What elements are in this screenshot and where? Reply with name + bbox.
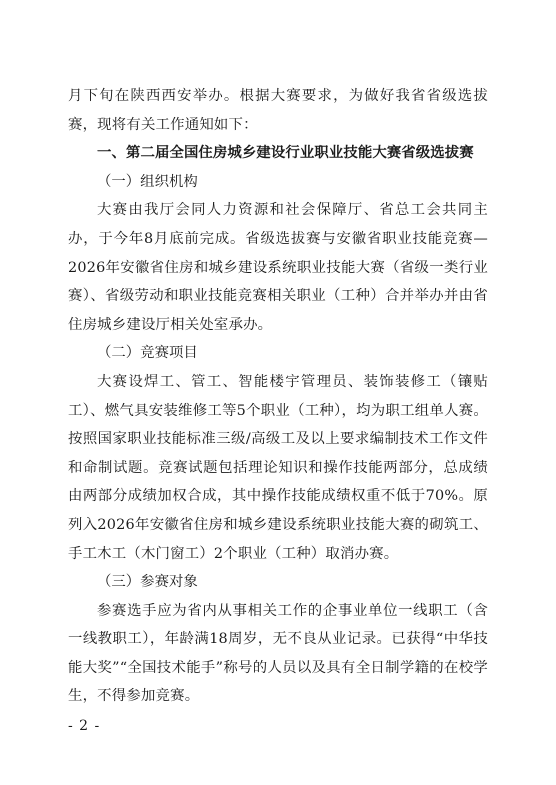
- page-number: - 2 -: [68, 718, 101, 734]
- intro-paragraph: 月下旬在陕西西安举办。根据大赛要求，为做好我省省级选拔赛，现将有关工作通知如下：: [68, 88, 488, 133]
- section-heading-1: 一、第二届全国住房城乡建设行业职业技能大赛省级选拔赛: [97, 145, 474, 162]
- paragraph-participants: 参赛选手应为省内从事相关工作的企事业单位一线职工（含一线教职工），年龄满18周岁，无不良从业记录。已获得“中华技能大奖”“全国技术能手”称号的人员以及具有全日制学籍的在校学生，不得参加竞赛。: [68, 602, 488, 705]
- document-body: [68, 82, 488, 711]
- subheading-participants: （三）参赛对象: [97, 574, 198, 591]
- subheading-competition-items: （二）竞赛项目: [97, 345, 198, 362]
- subheading-organization: （一）组织机构: [97, 173, 198, 190]
- paragraph-competition-items: 大赛设焊工、管工、智能楼宇管理员、装饰装修工（镶贴工）、燃气具安装维修工等5个职业（工种），均为职工组单人赛。按照国家职业技能标准三级/高级工及以上要求编制技术工作文件和命制试题。竞赛试题包括理论知识和操作技能两部分，总成绩由两部分成绩加权合成，其中操作技能成绩权重不低于70%。原列入2026年安徽省住房和城乡建设系统职业技能大赛的砌筑工、手工木工（木门窗工）2个职业（工种）取消办赛。: [68, 373, 488, 562]
- paragraph-organization: 大赛由我厅会同人力资源和社会保障厅、省总工会共同主办，于今年8月底前完成。省级选拔赛与安徽省职业技能竞赛—2026年安徽省住房和城乡建设系统职业技能大赛（省级一类行业赛）、省级劳动和职业技能竞赛相关职业（工种）合并举办并由省住房城乡建设厅相关处室承办。: [68, 202, 488, 333]
